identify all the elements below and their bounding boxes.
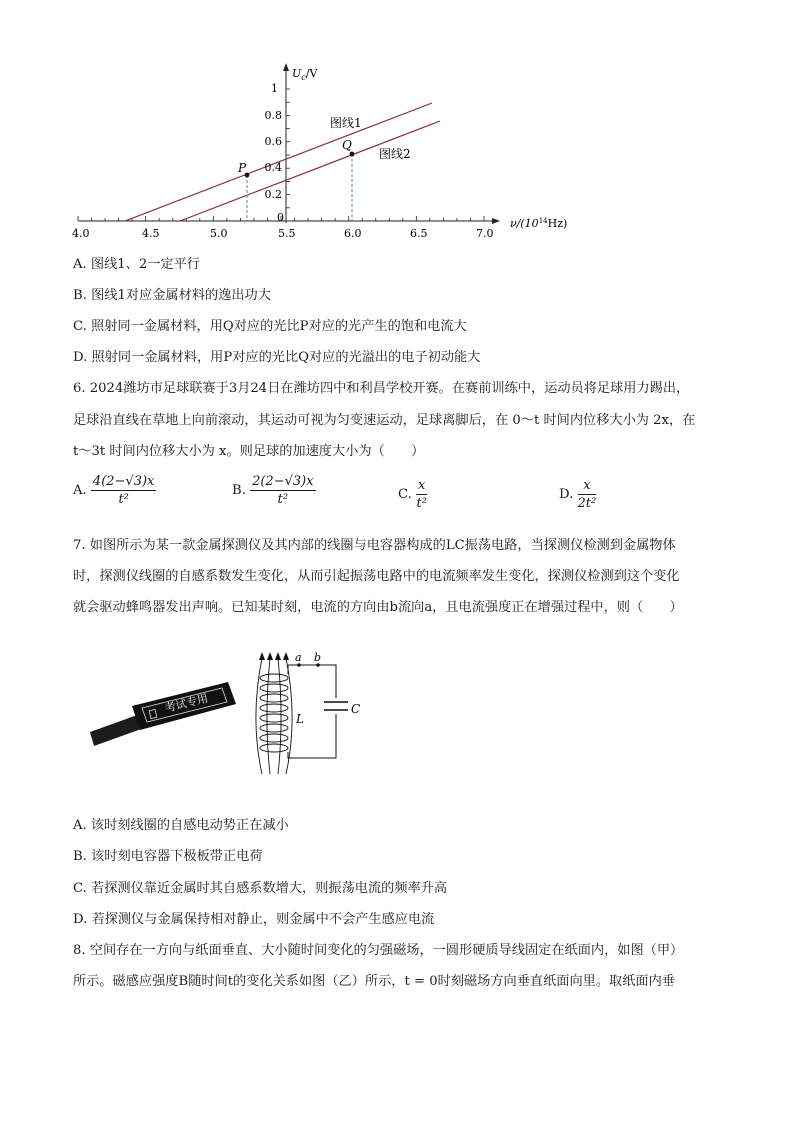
y-tick-label: 0 <box>277 211 284 224</box>
x-tick-label: 4.0 <box>72 227 90 240</box>
q6-option-b <box>232 474 316 507</box>
q8-stem-line-2: 所示。磁感应强度B随时间t的变化关系如图（乙）所示，t = 0时刻磁场方向垂直纸面向里。取纸面内垂 <box>73 974 675 989</box>
numerator: x <box>418 478 426 493</box>
q5-option-b: B. 图线1对应金属材料的逸出功大 <box>73 288 271 303</box>
x-tick-label: 5.0 <box>210 227 228 240</box>
y-tick-label: 0.6 <box>264 135 282 148</box>
metal-detector-illustration <box>88 676 248 752</box>
q5-option-c: C. 照射同一金属材料，用Q对应的光比P对应的光产生的饱和电流大 <box>73 319 467 334</box>
line-2-label: 图线2 <box>379 147 411 161</box>
numerator: x <box>578 478 597 495</box>
q7-stem-line-3: 就会驱动蜂鸣器发出声响。已知某时刻，电流的方向由b流向a，且电流强度正在增强过程中，则（ ） <box>73 600 683 615</box>
x-tick-label: 5.5 <box>278 227 296 240</box>
q7-option-b: B. 该时刻电容器下极板带正电荷 <box>73 849 263 864</box>
point-p-label: P <box>238 161 247 175</box>
q7-option-a: A. 该时刻线圈的自感电动势正在减小 <box>73 818 289 833</box>
point-q-label: Q <box>342 138 352 152</box>
field-line <box>278 658 281 774</box>
field-arrow-icon <box>259 652 265 660</box>
x-axis-arrow <box>492 218 500 224</box>
point-q <box>350 152 355 157</box>
x-axis-label: $\nu/(10^{14}Hz)$ <box>510 217 568 230</box>
q7-stem-line-2: 时，探测仪线圈的自感系数发生变化，从而引起振荡电路中的电流频率发生变化，探测仪检测到这个变化 <box>73 569 680 584</box>
detector-handle <box>90 714 144 746</box>
fraction <box>416 478 427 511</box>
numerator: 2(2−√3)x <box>252 474 314 489</box>
denominator: t² <box>118 492 129 507</box>
q8-stem-line-1: 8. 空间存在一方向与纸面垂直、大小随时间变化的匀强磁场，一圆形硬质导线固定在纸面内，如图（甲） <box>73 943 684 958</box>
fraction <box>91 474 156 507</box>
x-tick-label: 6.5 <box>410 227 428 240</box>
capacitor-label: C <box>351 702 361 716</box>
y-axis-label: $U_c/V$ <box>292 67 318 82</box>
y-tick-label: 0.8 <box>264 109 282 122</box>
x-tick-label: 4.5 <box>142 227 160 240</box>
circuit-wire-top <box>288 665 336 698</box>
numerator: 4(2−√3)x <box>92 474 155 489</box>
option-label: A. <box>73 483 87 498</box>
inductor-label: L <box>296 712 304 726</box>
field-arrow-icon <box>283 652 289 660</box>
q6-stem-line-1: 6. 2024潍坊市足球联赛于3月24日在潍坊四中和利昌学校开赛。在赛前训练中，运动员将足球用力踢出， <box>73 381 690 396</box>
q7-option-c: C. 若探测仪靠近金属时其自感系数增大，则振荡电流的频率升高 <box>73 881 448 896</box>
q7-stem-line-1: 7. 如图所示为某一款金属探测仪及其内部的线圈与电容器构成的LC振荡电路，当探测仪检测到金属物体 <box>73 538 676 553</box>
option-label: C. <box>398 487 412 502</box>
node-a-label: a <box>295 651 302 664</box>
q6-stem-line-2: 足球沿直线在草地上向前滚动，其运动可视为匀变速运动，足球离脚后，在 0～t 时间内位移大小为 2x，在 <box>73 413 696 428</box>
node-b-label: b <box>314 651 322 664</box>
detector-label: 考试专用 <box>163 691 210 715</box>
option-label: D. <box>559 487 574 502</box>
fraction <box>250 474 315 507</box>
field-arrow-icon <box>275 652 281 660</box>
lc-circuit-diagram <box>250 648 380 778</box>
fraction <box>578 478 597 511</box>
line-1-label: 图线1 <box>330 116 362 130</box>
denominator: 2t² <box>577 496 597 511</box>
y-tick-label: 0.2 <box>264 188 282 201</box>
q5-option-d: D. 照射同一金属材料，用P对应的光比Q对应的光溢出的电子初动能大 <box>73 350 481 365</box>
option-label: B. <box>232 483 246 498</box>
x-tick-label: 6.0 <box>344 227 362 240</box>
graph-line-2 <box>180 121 440 221</box>
q6-option-a <box>73 474 156 507</box>
q6-stem-line-3: t～3t 时间内位移大小为 x。则足球的加速度大小为（ ） <box>73 444 425 459</box>
y-tick-label: 1 <box>271 82 278 95</box>
denominator: t² <box>277 492 289 507</box>
inductor-coil <box>260 674 288 752</box>
x-tick-label: 7.0 <box>476 227 494 240</box>
denominator: t² <box>416 496 427 511</box>
q7-option-d: D. 若探测仪与金属保持相对静止，则金属中不会产生感应电流 <box>73 912 435 927</box>
q5-option-a: A. 图线1、2一定平行 <box>73 257 200 272</box>
field-arrow-icon <box>267 652 273 660</box>
photoelectric-graph <box>60 55 580 245</box>
field-line <box>267 658 270 774</box>
q6-option-c <box>398 478 427 511</box>
y-axis-arrow <box>283 63 289 71</box>
y-tick-label: 0.4 <box>264 161 282 174</box>
q6-option-d <box>559 478 596 511</box>
